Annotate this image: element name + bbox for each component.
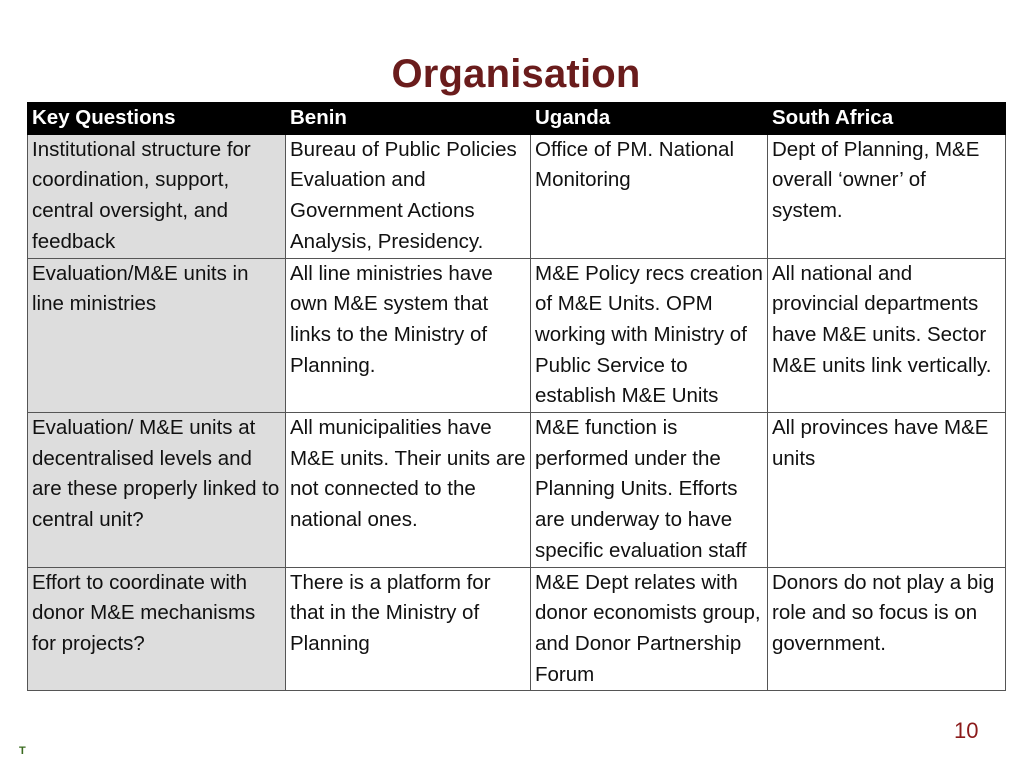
table-row [28,134,1006,258]
page-number: 10 [954,718,979,743]
header-south-africa: South Africa [768,103,1006,135]
key-question-cell: Effort to coordinate with donor M&E mechanisms for projects? [28,567,286,691]
uganda-cell: M&E Policy recs creation of M&E Units. OPM working with Ministry of Public Service to establish M&E Units [531,258,768,413]
slide-title: Organisation [391,52,641,96]
benin-cell: Bureau of Public Policies Evaluation and Government Actions Analysis, Presidency. [286,134,531,258]
footer-logo-fragment: T [19,745,26,757]
table-row [28,413,1006,568]
header-uganda: Uganda [531,103,768,135]
benin-cell: There is a platform for that in the Ministry of Planning [286,567,531,691]
south-africa-cell: All provinces have M&E units [768,413,1006,568]
header-key-questions: Key Questions [28,103,286,135]
key-question-cell: Evaluation/ M&E units at decentralised levels and are these properly linked to central unit? [28,413,286,568]
uganda-cell: M&E function is performed under the Planning Units. Efforts are underway to have specific evaluation staff [531,413,768,568]
uganda-cell: Office of PM. National Monitoring [531,134,768,258]
key-question-cell: Institutional structure for coordination, support, central oversight, and feedback [28,134,286,258]
table-row [28,258,1006,413]
south-africa-cell: Donors do not play a big role and so focus is on government. [768,567,1006,691]
comparison-table [27,102,1006,691]
benin-cell: All municipalities have M&E units. Their units are not connected to the national ones. [286,413,531,568]
header-benin: Benin [286,103,531,135]
table-row [28,567,1006,691]
benin-cell: All line ministries have own M&E system that links to the Ministry of Planning. [286,258,531,413]
key-question-cell: Evaluation/M&E units in line ministries [28,258,286,413]
south-africa-cell: Dept of Planning, M&E overall ‘owner’ of system. [768,134,1006,258]
south-africa-cell: All national and provincial departments have M&E units. Sector M&E units link vertically. [768,258,1006,413]
uganda-cell: M&E Dept relates with donor economists group, and Donor Partnership Forum [531,567,768,691]
table-header-row [28,103,1006,135]
